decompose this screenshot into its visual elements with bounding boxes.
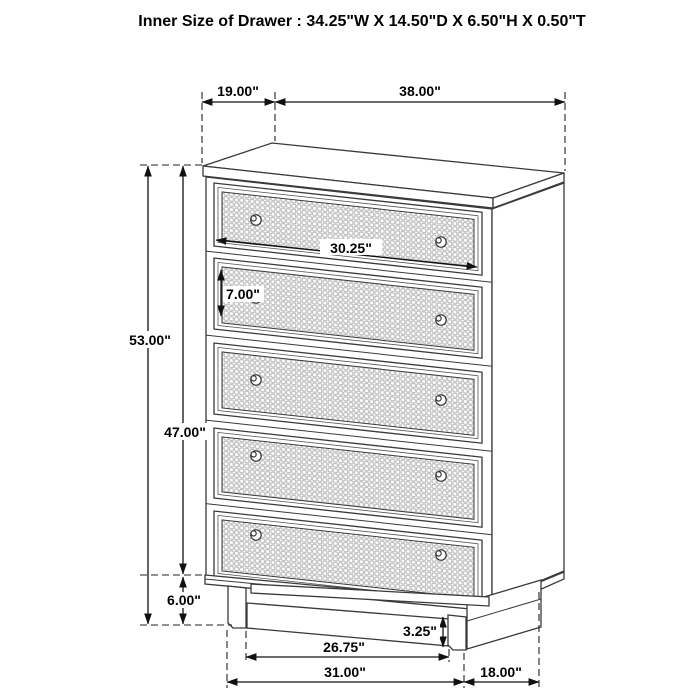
- dim-case-height-label: 47.00": [164, 424, 206, 440]
- dim-overall-height-label: 53.00": [129, 332, 171, 348]
- dim-top-width: [275, 83, 565, 102]
- dim-base-inner-width-label: 26.75": [323, 639, 365, 655]
- base-right-leg: [448, 615, 466, 650]
- diagram-title: Inner Size of Drawer : 34.25"W X 14.50"D X 6.50"H X 0.50"T: [138, 13, 586, 30]
- knob: [436, 315, 446, 325]
- dim-foot-height-label: 3.25": [403, 623, 437, 639]
- knob: [251, 451, 261, 461]
- chest-side-panel: [492, 183, 564, 601]
- dim-base-width-label: 31.00": [324, 664, 366, 680]
- knob: [251, 375, 261, 385]
- dim-top-depth-label: 19.00": [217, 83, 259, 99]
- dim-drawer-width-label: 30.25": [330, 240, 372, 256]
- chest-illustration: [203, 143, 564, 650]
- dim-base-depth-label: 18.00": [480, 664, 522, 680]
- knob: [251, 530, 261, 540]
- dim-top-depth: [202, 83, 275, 102]
- dim-top-width-label: 38.00": [399, 83, 441, 99]
- dim-drawer-height-label: 7.00": [226, 286, 260, 302]
- knob: [436, 395, 446, 405]
- dim-case-height: [161, 166, 208, 574]
- dim-base-depth: [464, 664, 539, 682]
- dim-overall-height: [126, 166, 172, 624]
- knob: [251, 215, 261, 225]
- base-left-leg: [228, 586, 246, 628]
- knob: [436, 237, 446, 247]
- knob: [436, 471, 446, 481]
- dim-base-width: [227, 664, 464, 682]
- dim-base-clearance-label: 6.00": [167, 592, 201, 608]
- knob: [436, 550, 446, 560]
- dim-base-clearance: [163, 577, 206, 624]
